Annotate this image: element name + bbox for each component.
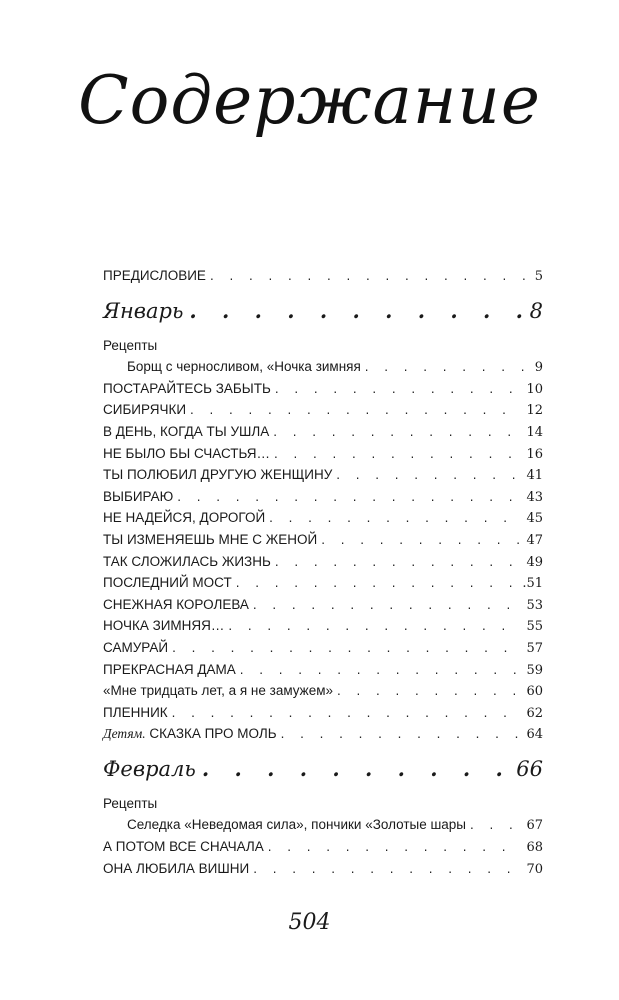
dot-leader bbox=[336, 464, 522, 486]
toc-entry[interactable] bbox=[103, 594, 543, 616]
entry-title: НЕ БЫЛО БЫ СЧАСТЬЯ… bbox=[103, 445, 271, 461]
entry-title bbox=[103, 723, 277, 745]
entry-page: 70 bbox=[526, 861, 543, 877]
entry-title: «Мне тридцать лет, а я не замужем» bbox=[103, 683, 334, 699]
toc-entry[interactable] bbox=[103, 421, 543, 443]
dot-leader bbox=[268, 836, 523, 858]
entry-page: 59 bbox=[526, 662, 543, 678]
entry-title: ПОСТАРАЙТЕСЬ ЗАБЫТЬ bbox=[103, 380, 271, 396]
dot-leader bbox=[470, 814, 522, 836]
page-number: 504 bbox=[288, 910, 331, 935]
toc-entry[interactable] bbox=[103, 858, 543, 880]
children-title: СКАЗКА ПРО МОЛЬ bbox=[149, 726, 277, 742]
toc-entry[interactable] bbox=[103, 702, 543, 724]
toc-entry[interactable] bbox=[103, 399, 543, 421]
dot-leader bbox=[177, 486, 522, 508]
toc-entry[interactable] bbox=[103, 615, 543, 637]
month-page: 8 bbox=[529, 298, 543, 323]
entry-page: .51 bbox=[522, 576, 543, 592]
month-name: Январь bbox=[103, 298, 184, 323]
entry-page: 12 bbox=[526, 403, 543, 419]
entry-page: 16 bbox=[526, 446, 543, 462]
dot-leader bbox=[228, 615, 522, 637]
month-page: 66 bbox=[516, 756, 543, 781]
entry-title: ТЫ ПОЛЮБИЛ ДРУГУЮ ЖЕНЩИНУ bbox=[103, 467, 333, 483]
dot-leader bbox=[236, 572, 523, 594]
dot-leader bbox=[189, 287, 523, 335]
entry-page: 55 bbox=[526, 619, 543, 635]
entry-title: НОЧКА ЗИМНЯЯ… bbox=[103, 618, 225, 634]
month-heading-january[interactable] bbox=[103, 287, 543, 335]
entry-page: 41 bbox=[526, 468, 543, 484]
entry-page: 10 bbox=[526, 381, 543, 397]
dot-leader bbox=[240, 659, 523, 681]
dot-leader bbox=[337, 680, 522, 702]
entry-title: В ДЕНЬ, КОГДА ТЫ УШЛА bbox=[103, 423, 270, 439]
dot-leader bbox=[321, 529, 522, 551]
dot-leader bbox=[269, 507, 522, 529]
toc-entry[interactable] bbox=[103, 659, 543, 681]
entry-page: 45 bbox=[526, 511, 543, 527]
dot-leader bbox=[273, 421, 522, 443]
dot-leader bbox=[190, 399, 522, 421]
toc-entry-recipe[interactable] bbox=[103, 356, 543, 378]
toc-entry[interactable] bbox=[103, 529, 543, 551]
entry-title: ТАК СЛОЖИЛАСЬ ЖИЗНЬ bbox=[103, 553, 271, 569]
dot-leader bbox=[281, 723, 523, 745]
toc-entry[interactable] bbox=[103, 551, 543, 573]
entry-page: 43 bbox=[526, 489, 543, 505]
entry-page: 14 bbox=[526, 424, 543, 440]
entry-title: СИБИРЯЧКИ bbox=[103, 402, 187, 418]
entry-title: СНЕЖНАЯ КОРОЛЕВА bbox=[103, 596, 249, 612]
entry-page: 62 bbox=[526, 705, 543, 721]
entry-title: Борщ с черносливом, «Ночка зимняя bbox=[127, 359, 361, 375]
dot-leader bbox=[202, 745, 510, 793]
recipes-label: Рецепты bbox=[103, 337, 158, 353]
recipes-label: Рецепты bbox=[103, 795, 158, 811]
children-prefix: Детям. bbox=[103, 726, 146, 742]
entry-page: 5 bbox=[534, 269, 543, 284]
entry-page: 68 bbox=[526, 840, 543, 856]
entry-page: 9 bbox=[534, 360, 543, 376]
toc-entry[interactable] bbox=[103, 443, 543, 465]
toc-entry[interactable] bbox=[103, 378, 543, 400]
entry-title: ВЫБИРАЮ bbox=[103, 488, 174, 504]
toc-entry[interactable] bbox=[103, 507, 543, 529]
entry-title: ТЫ ИЗМЕНЯЕШЬ МНЕ С ЖЕНОЙ bbox=[103, 531, 318, 547]
toc-entry[interactable] bbox=[103, 836, 543, 858]
toc-entry[interactable] bbox=[103, 572, 543, 594]
dot-leader bbox=[275, 551, 523, 573]
entry-title: ПРЕДИСЛОВИЕ bbox=[103, 268, 206, 283]
entry-title: ПРЕКРАСНАЯ ДАМА bbox=[103, 661, 236, 677]
table-of-contents bbox=[103, 265, 543, 879]
month-name: Февраль bbox=[103, 756, 196, 781]
entry-page: 47 bbox=[526, 532, 543, 548]
entry-title: НЕ НАДЕЙСЯ, ДОРОГОЙ bbox=[103, 510, 266, 526]
entry-page: 64 bbox=[526, 727, 543, 743]
dot-leader bbox=[172, 702, 523, 724]
page-title: Содержание bbox=[78, 62, 541, 139]
dot-leader bbox=[253, 858, 522, 880]
entry-title: ПОСЛЕДНИЙ МОСТ bbox=[103, 575, 232, 591]
month-heading-february[interactable] bbox=[103, 745, 543, 793]
toc-entry-children[interactable] bbox=[103, 723, 543, 745]
dot-leader bbox=[365, 356, 531, 378]
dot-leader bbox=[274, 443, 522, 465]
toc-entry[interactable] bbox=[103, 680, 543, 702]
toc-entry[interactable] bbox=[103, 464, 543, 486]
toc-entry[interactable] bbox=[103, 486, 543, 508]
entry-title: А ПОТОМ ВСЕ СНАЧАЛА bbox=[103, 839, 264, 855]
entry-page: 57 bbox=[526, 640, 543, 656]
entry-title: Селедка «Неведомая сила», пончики «Золотые шары bbox=[127, 817, 467, 833]
entry-title: ОНА ЛЮБИЛА ВИШНИ bbox=[103, 860, 250, 876]
toc-entry-preface[interactable] bbox=[103, 265, 543, 287]
entry-title: ПЛЕННИК bbox=[103, 704, 168, 720]
dot-leader bbox=[253, 594, 523, 616]
toc-entry-recipe[interactable] bbox=[103, 814, 543, 836]
dot-leader bbox=[172, 637, 522, 659]
toc-entry[interactable] bbox=[103, 637, 543, 659]
entry-page: 60 bbox=[526, 684, 543, 700]
entry-page: 67 bbox=[526, 818, 543, 834]
entry-page: 53 bbox=[526, 597, 543, 613]
dot-leader bbox=[210, 265, 531, 287]
dot-leader bbox=[275, 378, 523, 400]
entry-page: 49 bbox=[526, 554, 543, 570]
entry-title: САМУРАЙ bbox=[103, 639, 169, 655]
